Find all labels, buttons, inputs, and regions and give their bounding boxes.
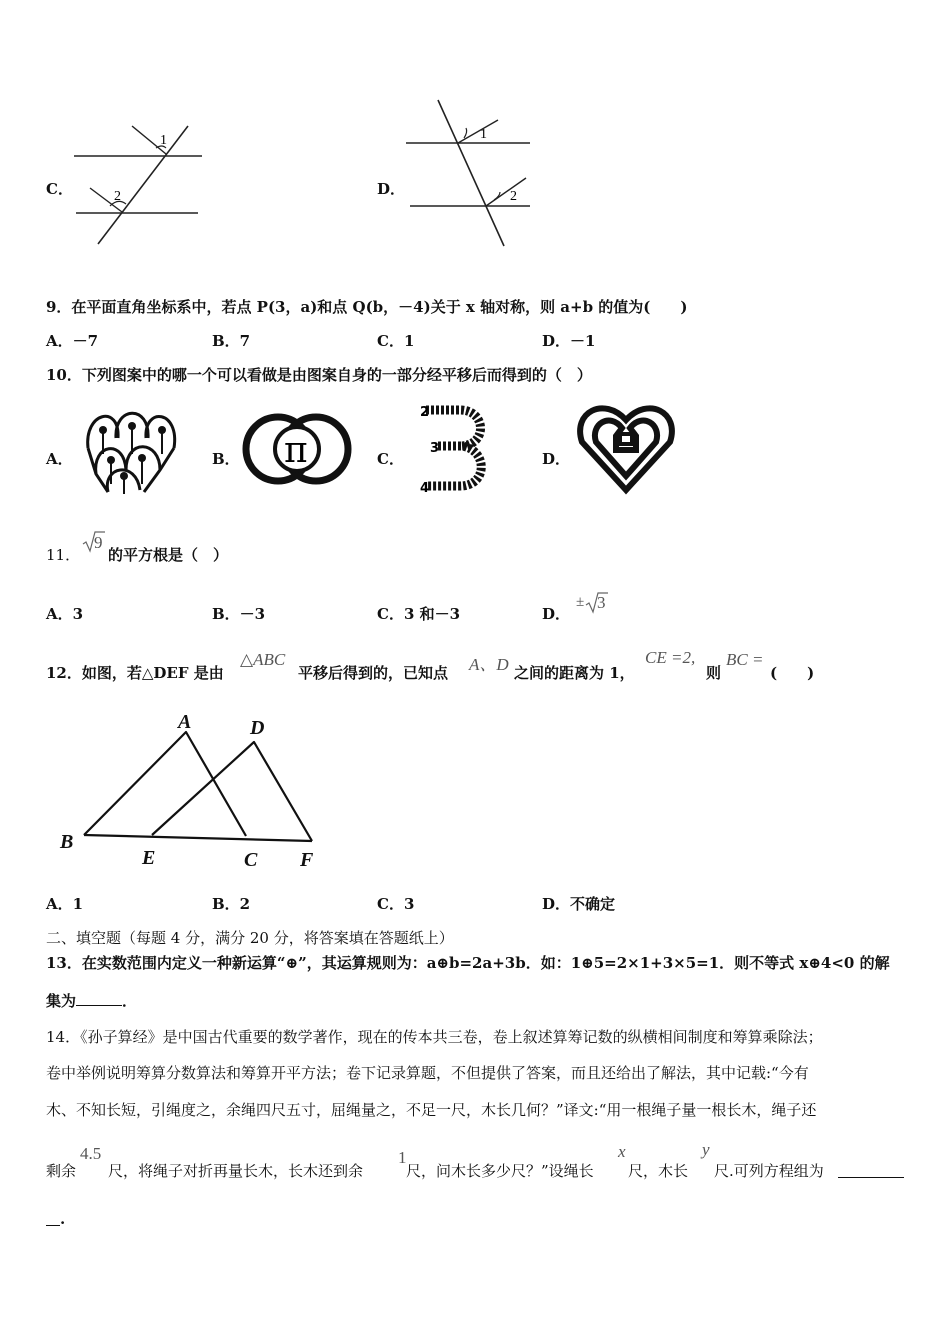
q12-stem-a: 12．如图，若△DEF 是由 [46, 664, 224, 682]
q10-option-c-label: C． [377, 450, 404, 468]
q12-option-c: C．3 [377, 895, 415, 913]
q14-math-y: y [702, 1140, 710, 1159]
q14-line4-c: 尺，问木长多少尺？”设绳长 [406, 1162, 594, 1180]
q11-option-a: A．3 [46, 605, 84, 623]
q9-option-a: A．－7 [46, 332, 99, 350]
q10-figure-d-heart [578, 398, 678, 496]
q14-line4-d: 尺，木长 [628, 1162, 689, 1180]
q11-d-pm: ± [576, 594, 585, 610]
q11-number: 11． [46, 546, 81, 564]
q11-option-b: B．－3 [212, 605, 266, 623]
q8-c-angle2: 2 [114, 189, 121, 204]
q12-math-bc: BC = [726, 650, 764, 669]
q14-line4-e: 尺.可列方程组为 [714, 1162, 824, 1180]
q8-option-c-label: C． [46, 180, 73, 198]
q13-line1: 13．在实数范围内定义一种新运算“⊕”，其运算规则为：a⊕b=2a+3b．如：1⊕5=2×1+3×5=1．则不等式 x⊕4<0 的解 [46, 954, 890, 972]
q12-option-b: B．2 [212, 895, 251, 913]
q12-point-b: B [60, 831, 74, 853]
q14-answer-blank-1[interactable] [838, 1162, 904, 1178]
q14-line4-a: 剩余 [46, 1162, 77, 1180]
q14-math-45: 4.5 [80, 1144, 102, 1163]
q12-stem-e: ( ) [770, 664, 815, 682]
q11-stem: 的平方根是（ ） [108, 546, 229, 564]
q13-line2-end: ． [122, 992, 138, 1010]
q12-stem-d: 则 [706, 664, 722, 682]
q12-stem-b: 平移后得到的，已知点 [298, 664, 449, 682]
q10-figure-c-chain-3 [416, 400, 492, 496]
q14-line4-b: 尺，将绳子对折再量长木，长木还到余 [108, 1162, 364, 1180]
q11-d-radicand: 3 [597, 593, 606, 612]
q8-figure-d [402, 98, 542, 248]
q12-option-a: A．1 [46, 895, 84, 913]
q12-point-f: F [300, 849, 314, 871]
q9-option-c: C．1 [377, 332, 415, 350]
section2-heading: 二、填空题（每题 4 分，满分 20 分，将答案填在答题纸上） [46, 929, 454, 947]
q8-d-angle1: 1 [480, 127, 487, 142]
q10-figure-b-pi-rings [244, 404, 350, 494]
q10-pi-symbol: π [284, 430, 308, 471]
q13-answer-blank[interactable] [76, 991, 122, 1006]
q10-option-b-label: B． [212, 450, 240, 468]
q12-math-ce: CE =2, [645, 648, 696, 667]
q12-point-c: C [244, 849, 258, 871]
q10-figure-a-shells [84, 404, 180, 494]
q11-radicand: 9 [94, 533, 103, 552]
q10-digit-4: 4 [420, 481, 430, 496]
q8-figure-c [70, 118, 210, 248]
q9-stem: 9．在平面直角坐标系中，若点 P(3，a)和点 Q(b，－4)关于 x 轴对称，则 a+b 的值为( ) [46, 298, 688, 316]
q8-d-angle2: 2 [510, 189, 517, 204]
q11-option-d: D． [542, 605, 571, 623]
q10-stem: 10．下列图案中的哪一个可以看做是由图案自身的一部分经平移后而得到的（ ） [46, 366, 592, 384]
q14-line1: 14．《孙子算经》是中国古代重要的数学著作，现在的传本共三卷，卷上叙述算筹记数的纵横相间制度和筹算乘除法； [46, 1028, 823, 1046]
q13-line2-text: 集为 [46, 992, 77, 1010]
q10-option-a-label: A． [46, 450, 73, 468]
q10-digit-2: 2 [420, 405, 430, 420]
q10-option-d-label: D． [542, 450, 571, 468]
q12-math-abc: △ABC [240, 650, 286, 669]
q12-point-a: A [178, 711, 192, 733]
q14-line5-end: . [60, 1210, 66, 1228]
q13-line2 [46, 990, 137, 1011]
q12-triangles-figure [54, 708, 334, 872]
q10-digit-3: 3 [430, 441, 440, 456]
q11-option-c: C．3 和－3 [377, 605, 461, 623]
q14-math-x: x [618, 1142, 626, 1161]
q8-c-angle1: 1 [160, 133, 167, 148]
q14-line3: 木、不知长短，引绳度之，余绳四尺五寸，屈绳量之，不足一尺，木长几何？”译文:“用一根绳子量一根长木，绳子还 [46, 1101, 817, 1119]
q12-stem-c: 之间的距离为 1， [514, 664, 635, 682]
q12-math-ad: A、D [469, 655, 509, 674]
q14-answer-blank-2[interactable] [46, 1210, 60, 1226]
q12-option-d: D．不确定 [542, 895, 616, 913]
q12-point-e: E [142, 847, 156, 869]
q9-option-b: B．7 [212, 332, 251, 350]
q9-option-d: D．－1 [542, 332, 596, 350]
q12-point-d: D [250, 717, 265, 739]
q14-line2: 卷中举例说明筹算分数算法和筹算开平方法；卷下记录算题，不但提供了答案，而且还给出了解法，其中记载:“今有 [46, 1064, 809, 1082]
q8-option-d-label: D． [377, 180, 406, 198]
q14-math-1: 1 [398, 1148, 407, 1167]
